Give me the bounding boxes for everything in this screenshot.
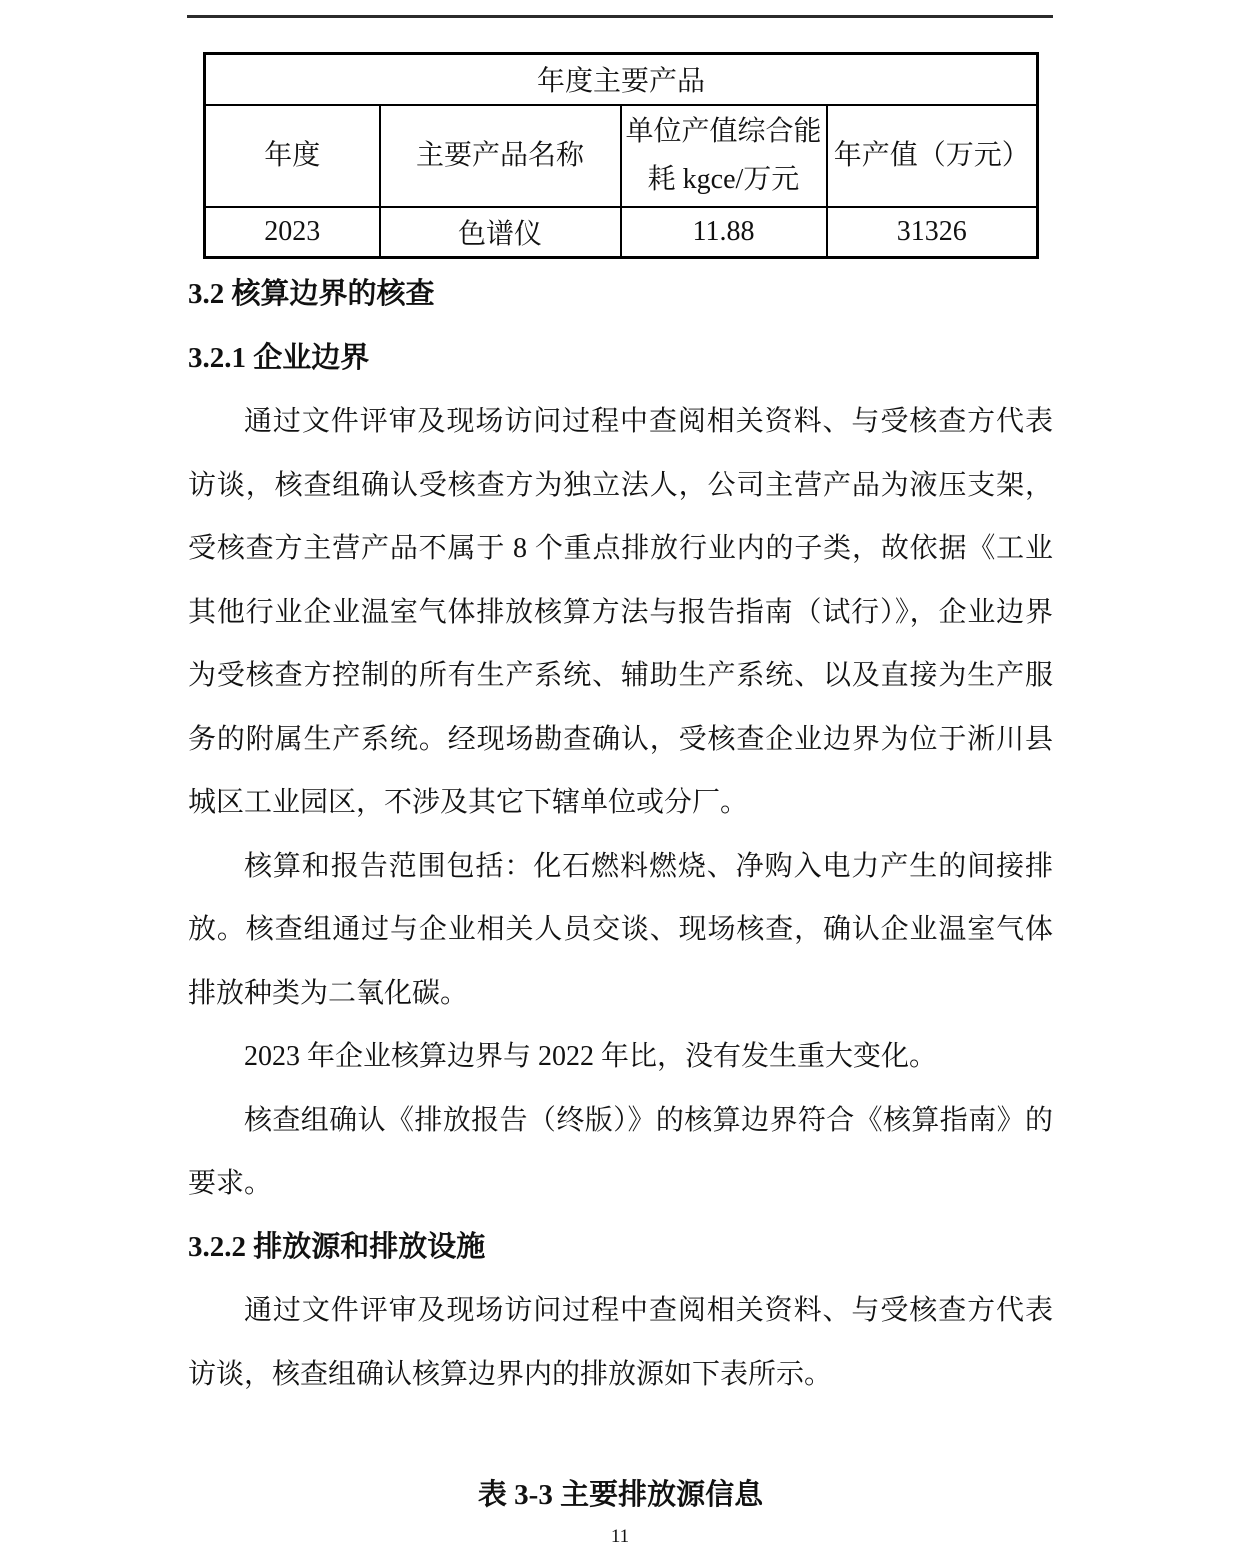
paragraph-accounting-scope: 核算和报告范围包括：化石燃料燃烧、净购入电力产生的间接排放。核查组通过与企业相关人员交谈、现场核查，确认企业温室气体排放种类为二氧化碳。 [188,850,1053,1009]
paragraph-report-conformance: 核查组确认《排放报告（终版）》的核算边界符合《核算指南》的要求。 [188,1104,1053,1199]
paragraph-emission-sources: 通过文件评审及现场访问过程中查阅相关资料、与受核查方代表访谈，核查组确认核算边界内的排放源如下表所示。 [188,1295,1053,1390]
section-heading-3-2-1: 3.2.1 企业边界 [188,341,370,374]
column-header-energy-intensity: 单位产值综合能耗 kgce/万元 [621,105,827,207]
column-header-annual-output: 年产值（万元） [827,105,1038,207]
table-title-row [205,54,1038,105]
table-data-row [205,207,1038,258]
table-title: 年度主要产品 [205,54,1038,105]
table-header-row [205,105,1038,207]
cell-product-name: 色谱仪 [380,207,621,258]
section-heading-3-2: 3.2 核算边界的核查 [188,278,435,310]
header-rule [187,15,1053,18]
section-heading-3-2-2: 3.2.2 排放源和排放设施 [188,1230,486,1263]
cell-year: 2023 [205,207,380,258]
page-number: 11 [610,1526,630,1547]
cell-annual-output: 31326 [827,207,1038,258]
paragraph-enterprise-boundary: 通过文件评审及现场访问过程中查阅相关资料、与受核查方代表访谈，核查组确认受核查方为独立法人，公司主营产品为液压支架，受核查方主营产品不属于 8 个重点排放行业内的子类，故依据《工业其他行业企业温室气体排放核算方法与报告指南（试行）》，企业边界为受核查方控制的所有生产系统、辅助生产系统、以及直接为生产服务的附属生产系统。经现场勘查确认，受核查企业边界为位于淅川县城区工业园区，不涉及其它下辖单位或分厂。 [188,406,1053,818]
annual-products-table [203,52,1039,259]
cell-energy-intensity: 11.88 [621,207,827,258]
column-header-year: 年度 [205,105,380,207]
column-header-product-name: 主要产品名称 [380,105,621,207]
table-3-3-caption: 表 3-3 主要排放源信息 [477,1479,764,1511]
document-body [188,263,1053,1528]
paragraph-2023-comparison: 2023 年企业核算边界与 2022 年比，没有发生重大变化。 [244,1041,938,1072]
